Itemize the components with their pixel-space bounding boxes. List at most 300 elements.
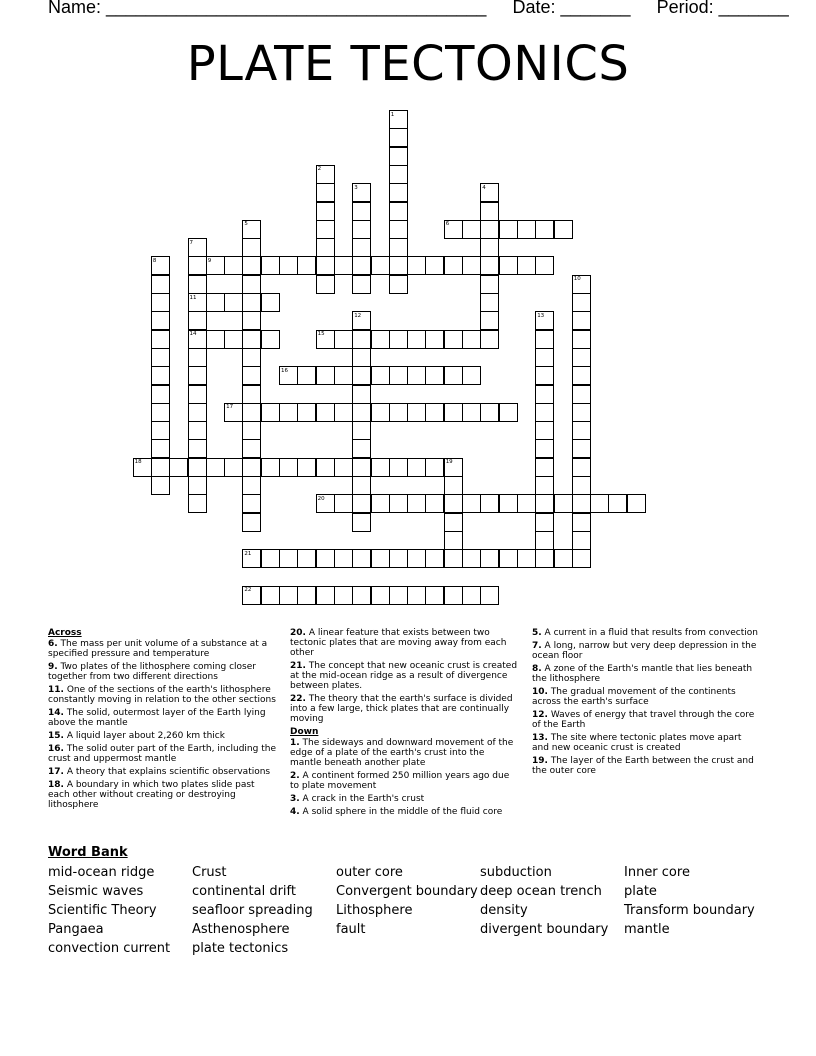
crossword-cell[interactable] <box>480 202 499 221</box>
crossword-cell[interactable] <box>425 330 444 349</box>
crossword-cell[interactable] <box>425 458 444 477</box>
clue-number-label: 11 <box>189 294 197 301</box>
crossword-cell[interactable] <box>572 403 591 422</box>
crossword-cell[interactable] <box>206 330 225 349</box>
crossword-cell[interactable] <box>352 275 371 294</box>
crossword-cell[interactable] <box>572 458 591 477</box>
crossword-cell[interactable] <box>572 421 591 440</box>
crossword-cell[interactable] <box>242 494 261 513</box>
crossword-cell[interactable] <box>389 183 408 202</box>
crossword-cell[interactable] <box>554 494 573 513</box>
crossword-cell[interactable] <box>462 494 481 513</box>
crossword-cell[interactable] <box>480 586 499 605</box>
clue-item <box>48 767 276 777</box>
clue-item <box>48 662 276 682</box>
crossword-cell[interactable] <box>279 458 298 477</box>
crossword-cell[interactable] <box>425 494 444 513</box>
crossword-cell[interactable] <box>352 238 371 257</box>
clue-number-label: 21 <box>244 550 252 557</box>
word-bank-item: plate <box>624 884 657 899</box>
crossword-cell[interactable] <box>242 476 261 495</box>
crossword-cell[interactable] <box>206 293 225 312</box>
crossword-cell[interactable] <box>425 549 444 568</box>
crossword-cell[interactable] <box>389 586 408 605</box>
crossword-cell[interactable] <box>352 403 371 422</box>
crossword-cell[interactable] <box>389 165 408 184</box>
crossword-cell[interactable] <box>151 421 170 440</box>
crossword-cell[interactable] <box>480 549 499 568</box>
date-field[interactable]: Date: _______ <box>512 0 631 17</box>
crossword-cell[interactable] <box>151 311 170 330</box>
crossword-cell[interactable] <box>151 439 170 458</box>
clue-number-label: 13 <box>537 312 545 319</box>
crossword-cell[interactable] <box>407 494 426 513</box>
crossword-cell[interactable] <box>444 476 463 495</box>
crossword-cell[interactable] <box>352 366 371 385</box>
crossword-cell[interactable] <box>151 476 170 495</box>
crossword-cell[interactable] <box>389 238 408 257</box>
clue-number: 18. <box>48 780 64 790</box>
crossword-cell[interactable] <box>462 366 481 385</box>
crossword-cell[interactable] <box>444 366 463 385</box>
crossword-cell[interactable] <box>224 458 243 477</box>
crossword-cell[interactable] <box>242 403 261 422</box>
crossword-cell[interactable] <box>188 494 207 513</box>
crossword-cell[interactable] <box>334 549 353 568</box>
word-bank-item: Asthenosphere <box>192 922 290 937</box>
word-bank-item: continental drift <box>192 884 296 899</box>
word-bank-item: mantle <box>624 922 670 937</box>
crossword-cell[interactable] <box>590 494 609 513</box>
word-bank-item: Convergent boundary <box>336 884 478 899</box>
crossword-cell[interactable] <box>499 256 518 275</box>
crossword-cell[interactable] <box>554 549 573 568</box>
word-bank-item: seafloor spreading <box>192 903 313 918</box>
word-bank-item: Inner core <box>624 865 690 880</box>
crossword-cell[interactable] <box>352 513 371 532</box>
crossword-cell[interactable] <box>480 311 499 330</box>
crossword-cell[interactable] <box>334 256 353 275</box>
crossword-cell[interactable] <box>535 458 554 477</box>
crossword-cell[interactable] <box>279 586 298 605</box>
clue-text: Two plates of the lithosphere coming closer together from two different directions <box>48 662 256 682</box>
crossword-cell[interactable] <box>535 256 554 275</box>
clue-number: 1. <box>290 738 300 748</box>
crossword-cell[interactable] <box>169 458 188 477</box>
crossword-cell[interactable] <box>371 256 390 275</box>
crossword-cell[interactable] <box>535 220 554 239</box>
clue-number-label: 6 <box>445 221 450 228</box>
crossword-cell[interactable] <box>371 458 390 477</box>
clue-number-label: 22 <box>244 587 252 594</box>
crossword-cell[interactable] <box>242 311 261 330</box>
clue-item <box>48 731 276 741</box>
crossword-cell[interactable] <box>425 403 444 422</box>
crossword-cell[interactable] <box>316 403 335 422</box>
clue-text: A linear feature that exists between two tectonic plates that are moving away from each other <box>290 628 507 658</box>
crossword-cell[interactable] <box>334 366 353 385</box>
crossword-cell[interactable] <box>444 531 463 550</box>
clue-number-label: 19 <box>445 459 453 466</box>
crossword-cell[interactable] <box>261 458 280 477</box>
crossword-cell[interactable] <box>371 549 390 568</box>
crossword-cell[interactable] <box>371 403 390 422</box>
crossword-cell[interactable] <box>462 586 481 605</box>
clue-item <box>532 664 760 684</box>
clue-number-label: 9 <box>207 257 212 264</box>
clue-number: 16. <box>48 744 64 754</box>
word-bank-item: Crust <box>192 865 227 880</box>
crossword-cell[interactable] <box>444 513 463 532</box>
crossword-cell[interactable] <box>572 439 591 458</box>
crossword-cell[interactable] <box>480 220 499 239</box>
crossword-cell[interactable] <box>389 494 408 513</box>
clue-text: The solid outer part of the Earth, including the crust and uppermost mantle <box>48 744 276 764</box>
crossword-cell[interactable] <box>188 366 207 385</box>
crossword-cell[interactable] <box>535 531 554 550</box>
clue-number: 21. <box>290 661 306 671</box>
crossword-cell[interactable] <box>242 385 261 404</box>
clue-text: The site where tectonic plates move apart and new oceanic crust is created <box>532 733 742 753</box>
clue-text: The solid, outermost layer of the Earth lying above the mantle <box>48 708 266 728</box>
crossword-cell[interactable] <box>316 256 335 275</box>
crossword-cell[interactable] <box>188 403 207 422</box>
crossword-cell[interactable] <box>480 403 499 422</box>
crossword-cell[interactable] <box>224 293 243 312</box>
crossword-cell[interactable] <box>151 348 170 367</box>
crossword-cell[interactable] <box>499 220 518 239</box>
crossword-cell[interactable] <box>188 421 207 440</box>
crossword-cell[interactable] <box>151 403 170 422</box>
crossword-cell[interactable] <box>279 549 298 568</box>
crossword-cell[interactable] <box>608 494 627 513</box>
crossword-cell[interactable] <box>297 403 316 422</box>
crossword-cell[interactable] <box>188 348 207 367</box>
crossword-cell[interactable] <box>462 330 481 349</box>
crossword-cell[interactable] <box>352 458 371 477</box>
crossword-cell[interactable] <box>206 458 225 477</box>
crossword-cell[interactable] <box>316 202 335 221</box>
crossword-cell[interactable] <box>462 549 481 568</box>
crossword-cell[interactable] <box>407 403 426 422</box>
crossword-cell[interactable] <box>352 220 371 239</box>
crossword-cell[interactable] <box>352 330 371 349</box>
crossword-cell[interactable] <box>480 330 499 349</box>
clue-item <box>532 628 760 638</box>
word-bank-item: fault <box>336 922 366 937</box>
crossword-cell[interactable] <box>297 366 316 385</box>
crossword-cell[interactable] <box>407 586 426 605</box>
crossword-cell[interactable] <box>462 256 481 275</box>
crossword-cell[interactable] <box>151 330 170 349</box>
clue-text: A liquid layer about 2,260 km thick <box>63 731 225 741</box>
clue-number-label: 14 <box>189 331 197 338</box>
clues-column-2 <box>290 628 518 820</box>
crossword-cell[interactable] <box>371 366 390 385</box>
crossword-cell[interactable] <box>535 366 554 385</box>
clue-item <box>290 807 518 817</box>
crossword-cell[interactable] <box>334 458 353 477</box>
crossword-cell[interactable] <box>279 403 298 422</box>
crossword-cell[interactable] <box>371 330 390 349</box>
word-bank-item: Scientific Theory <box>48 903 157 918</box>
crossword-cell[interactable] <box>188 439 207 458</box>
crossword-cell[interactable] <box>572 549 591 568</box>
crossword-cell[interactable] <box>389 147 408 166</box>
clue-text: A crack in the Earth's crust <box>299 794 425 804</box>
crossword-cell[interactable] <box>352 476 371 495</box>
clue-number: 13. <box>532 733 548 743</box>
crossword-cell[interactable] <box>316 220 335 239</box>
word-bank-item: Seismic waves <box>48 884 144 899</box>
crossword-cell[interactable] <box>480 238 499 257</box>
crossword-cell[interactable] <box>407 330 426 349</box>
crossword-cell[interactable] <box>371 494 390 513</box>
crossword-cell[interactable] <box>297 549 316 568</box>
crossword-cell[interactable] <box>151 385 170 404</box>
crossword-cell[interactable] <box>407 366 426 385</box>
crossword-cell[interactable] <box>480 293 499 312</box>
clue-number: 5. <box>532 628 542 638</box>
crossword-cell[interactable] <box>389 202 408 221</box>
crossword-cell[interactable] <box>517 256 536 275</box>
crossword-cell[interactable] <box>462 403 481 422</box>
clue-text: The gradual movement of the continents across the earth's surface <box>532 687 736 707</box>
crossword-cell[interactable] <box>572 311 591 330</box>
crossword-cell[interactable] <box>352 202 371 221</box>
crossword-cell[interactable] <box>425 586 444 605</box>
crossword-cell[interactable] <box>389 366 408 385</box>
crossword-cell[interactable] <box>572 531 591 550</box>
crossword-cell[interactable] <box>535 439 554 458</box>
crossword-cell[interactable] <box>242 458 261 477</box>
crossword-cell[interactable] <box>352 494 371 513</box>
clue-number: 9. <box>48 662 58 672</box>
crossword-cell[interactable] <box>535 494 554 513</box>
crossword-cell[interactable] <box>242 275 261 294</box>
crossword-cell[interactable] <box>480 256 499 275</box>
clue-text: One of the sections of the earth's lithosphere constantly moving in relation to the other sections <box>48 685 276 705</box>
clue-item <box>290 771 518 791</box>
clue-text: Waves of energy that travel through the core of the Earth <box>532 710 755 730</box>
clue-item <box>290 694 518 724</box>
crossword-cell[interactable] <box>297 458 316 477</box>
clue-item <box>532 710 760 730</box>
word-bank-list <box>48 864 768 957</box>
crossword-cell[interactable] <box>517 494 536 513</box>
crossword-cell[interactable] <box>316 458 335 477</box>
crossword-cell[interactable] <box>572 293 591 312</box>
crossword-cell[interactable] <box>499 403 518 422</box>
clue-number-label: 20 <box>317 495 325 502</box>
crossword-cell[interactable] <box>334 330 353 349</box>
crossword-cell[interactable] <box>535 385 554 404</box>
crossword-cell[interactable] <box>352 439 371 458</box>
crossword-cell[interactable] <box>224 256 243 275</box>
clue-number-label: 3 <box>354 184 358 191</box>
crossword-cell[interactable] <box>297 586 316 605</box>
crossword-cell[interactable] <box>389 330 408 349</box>
crossword-cell[interactable] <box>444 256 463 275</box>
crossword-cell[interactable] <box>352 586 371 605</box>
crossword-cell[interactable] <box>261 293 280 312</box>
clue-number-label: 7 <box>189 239 193 246</box>
clue-item <box>290 794 518 804</box>
clue-number: 4. <box>290 807 300 817</box>
crossword-cell[interactable] <box>535 549 554 568</box>
clue-number: 14. <box>48 708 64 718</box>
crossword-cell[interactable] <box>316 238 335 257</box>
clue-number-label: 5 <box>244 221 248 228</box>
name-field[interactable]: Name: ______________________________________ <box>48 0 487 17</box>
crossword-cell[interactable] <box>151 293 170 312</box>
crossword-cell[interactable] <box>444 549 463 568</box>
crossword-cell[interactable] <box>334 494 353 513</box>
crossword-cell[interactable] <box>425 256 444 275</box>
crossword-cell[interactable] <box>389 220 408 239</box>
crossword-cell[interactable] <box>572 476 591 495</box>
crossword-cell[interactable] <box>188 476 207 495</box>
crossword-cell[interactable] <box>352 421 371 440</box>
clue-number: 7. <box>532 641 542 651</box>
crossword-cell[interactable] <box>572 385 591 404</box>
crossword-cell[interactable] <box>242 366 261 385</box>
word-bank-item: plate tectonics <box>192 941 289 956</box>
clue-item <box>48 780 276 810</box>
clue-number: 19. <box>532 756 548 766</box>
crossword-cell[interactable] <box>188 385 207 404</box>
crossword-cell[interactable] <box>261 586 280 605</box>
clue-number-label: 16 <box>281 367 288 374</box>
clue-number: 22. <box>290 694 306 704</box>
crossword-cell[interactable] <box>627 494 646 513</box>
crossword-cell[interactable] <box>572 330 591 349</box>
crossword-cell[interactable] <box>352 385 371 404</box>
crossword-cell[interactable] <box>444 586 463 605</box>
crossword-cell[interactable] <box>352 549 371 568</box>
crossword-cell[interactable] <box>316 183 335 202</box>
crossword-cell[interactable] <box>242 513 261 532</box>
crossword-cell[interactable] <box>316 275 335 294</box>
crossword-cell[interactable] <box>389 458 408 477</box>
crossword-cell[interactable] <box>554 220 573 239</box>
clue-number: 3. <box>290 794 300 804</box>
crossword-cell[interactable] <box>444 403 463 422</box>
clue-text: A zone of the Earth's mantle that lies beneath the lithosphere <box>532 664 753 684</box>
crossword-cell[interactable] <box>535 403 554 422</box>
crossword-cell[interactable] <box>480 275 499 294</box>
crossword-cell[interactable] <box>316 586 335 605</box>
crossword-cell[interactable] <box>389 275 408 294</box>
crossword-cell[interactable] <box>261 330 280 349</box>
crossword-cell[interactable] <box>535 330 554 349</box>
word-bank <box>48 845 768 957</box>
clue-item <box>532 756 760 776</box>
crossword-cell[interactable] <box>188 275 207 294</box>
crossword-cell[interactable] <box>242 238 261 257</box>
crossword-cell[interactable] <box>535 476 554 495</box>
crossword-cell[interactable] <box>480 494 499 513</box>
crossword-cell[interactable] <box>224 330 243 349</box>
crossword-cell[interactable] <box>261 256 280 275</box>
crossword-cell[interactable] <box>535 421 554 440</box>
crossword-cell[interactable] <box>444 330 463 349</box>
crossword-cell[interactable] <box>261 403 280 422</box>
crossword-cell[interactable] <box>517 220 536 239</box>
clue-text: The theory that the earth's surface is divided into a few large, thick plates that are continually moving <box>290 694 513 724</box>
crossword-cell[interactable] <box>188 256 207 275</box>
crossword-cell[interactable] <box>389 549 408 568</box>
crossword-cell[interactable] <box>499 549 518 568</box>
word-bank-item: mid-ocean ridge <box>48 865 155 880</box>
crossword-cell[interactable] <box>407 458 426 477</box>
crossword-cell[interactable] <box>444 494 463 513</box>
crossword-cell[interactable] <box>499 494 518 513</box>
clue-item <box>48 685 276 705</box>
clue-number: 8. <box>532 664 542 674</box>
clue-item <box>290 628 518 658</box>
crossword-cell[interactable] <box>316 549 335 568</box>
crossword-cell[interactable] <box>188 458 207 477</box>
crossword-cell[interactable] <box>389 256 408 275</box>
crossword-cell[interactable] <box>572 513 591 532</box>
clue-number: 20. <box>290 628 306 638</box>
crossword-cell[interactable] <box>517 549 536 568</box>
crossword-cell[interactable] <box>371 586 390 605</box>
crossword-cell[interactable] <box>389 128 408 147</box>
crossword-cell[interactable] <box>151 366 170 385</box>
crossword-cell[interactable] <box>389 403 408 422</box>
period-field[interactable]: Period: _______ <box>656 0 789 17</box>
clue-text: A boundary in which two plates slide past each other without creating or destroying lithosphere <box>48 780 255 810</box>
crossword-cell[interactable] <box>242 256 261 275</box>
clue-item <box>532 733 760 753</box>
crossword-cell[interactable] <box>535 513 554 532</box>
clue-number-label: 2 <box>317 166 322 173</box>
crossword-cell[interactable] <box>352 348 371 367</box>
crossword-cell[interactable] <box>425 366 444 385</box>
crossword-cell[interactable] <box>261 549 280 568</box>
crossword-cell[interactable] <box>462 220 481 239</box>
crossword-cell[interactable] <box>151 458 170 477</box>
crossword-cell[interactable] <box>572 366 591 385</box>
crossword-cell[interactable] <box>352 256 371 275</box>
crossword-cell[interactable] <box>297 256 316 275</box>
word-bank-item: outer core <box>336 865 403 880</box>
crossword-cell[interactable] <box>334 586 353 605</box>
crossword-cell[interactable] <box>242 421 261 440</box>
crossword-cell[interactable] <box>572 494 591 513</box>
crossword-cell[interactable] <box>242 293 261 312</box>
crossword-cell[interactable] <box>151 275 170 294</box>
crossword-cell[interactable] <box>188 311 207 330</box>
clues-column-1 <box>48 628 276 813</box>
clue-number-label: 12 <box>354 312 362 319</box>
clue-text: The concept that new oceanic crust is created at the mid-ocean ridge as a result of divergence between plates. <box>290 661 518 691</box>
crossword-cell[interactable] <box>334 403 353 422</box>
crossword-cell[interactable] <box>316 366 335 385</box>
clue-number: 11. <box>48 685 64 695</box>
crossword-cell[interactable] <box>535 348 554 367</box>
crossword-cell[interactable] <box>242 439 261 458</box>
crossword-cell[interactable] <box>407 549 426 568</box>
crossword-cell[interactable] <box>407 256 426 275</box>
clue-text: A theory that explains scientific observations <box>63 767 271 777</box>
crossword-cell[interactable] <box>242 348 261 367</box>
crossword-cell[interactable] <box>572 348 591 367</box>
crossword-cell[interactable] <box>242 330 261 349</box>
crossword-cell[interactable] <box>279 256 298 275</box>
